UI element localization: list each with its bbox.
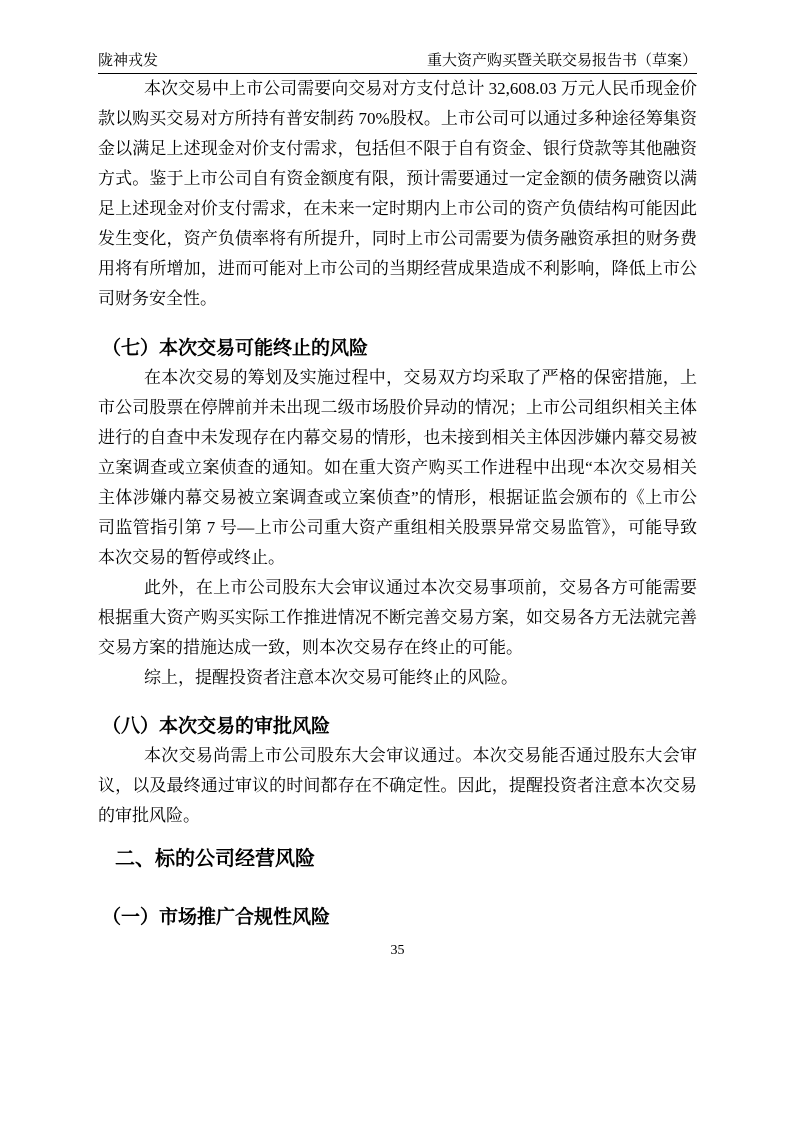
paragraph-approval-uncertainty: 本次交易尚需上市公司股东大会审议通过。本次交易能否通过股东大会审议，以及最终通过审议的时间都存在不确定性。因此，提醒投资者注意本次交易的审批风险。 xyxy=(98,746,697,825)
heading-section-one-market-promotion-compliance-risk: （一）市场推广合规性风险 xyxy=(102,907,331,928)
paragraph-cash-payment-funding: 本次交易中上市公司需要向交易对方支付总计 32,608.03 万元人民币现金价款以购买交易对方所持有普安制药 70%股权。上市公司可以通过多种途径筹集资金以满足上述现金对价支付需求，包括但不限于自有资金、银行贷款等其他融资方式。鉴于上市公司自有资金额度有限，预计需要通过一定金额的债务融资以满足上述现金对价支付需求，在未来一定时期内上市公司的资产负债结构可能因此发生变化，资产负债率将有所提升，同时上市公司需要为债务融资承担的财务费用将有所增加，进而可能对上市公司的当期经营成果造成不利影响，降低上市公司财务安全性。 xyxy=(98,79,697,308)
heading-section-seven-termination-risk: （七）本次交易可能终止的风险 xyxy=(102,338,369,359)
header-company-name: 陇神戎发 xyxy=(98,53,159,69)
header-report-title: 重大资产购买暨关联交易报告书（草案） xyxy=(426,53,697,69)
page-number: 35 xyxy=(390,943,405,958)
paragraph-plan-consensus: 此外，在上市公司股东大会审议通过本次交易事项前，交易各方可能需要根据重大资产购买实际工作推进情况不断完善交易方案，如交易各方无法就完善交易方案的措施达成一致，则本次交易存在终止的可能。 xyxy=(98,578,697,657)
paragraph-confidentiality-insider-trading: 在本次交易的筹划及实施过程中，交易双方均采取了严格的保密措施，上市公司股票在停牌前并未出现二级市场股价异动的情况；上市公司组织相关主体进行的自查中未发现存在内幕交易的情形，也未接到相关主体因涉嫌内幕交易被立案调查或立案侦查的通知。如在重大资产购买工作进程中出现“本次交易相关主体涉嫌内幕交易被立案调查或立案侦查”的情形，根据证监会颁布的《上市公司监管指引第 7 号—上市公司重大资产重组相关股票异常交易监管》，可能导致本次交易的暂停或终止。 xyxy=(98,368,697,567)
page-footer xyxy=(98,942,697,960)
heading-chapter-two-target-company-operating-risk: 二、标的公司经营风险 xyxy=(115,848,315,870)
heading-section-eight-approval-risk: （八）本次交易的审批风险 xyxy=(102,716,331,737)
paragraph-reminder-termination: 综上，提醒投资者注意本次交易可能终止的风险。 xyxy=(144,668,518,687)
page-header xyxy=(98,52,697,74)
